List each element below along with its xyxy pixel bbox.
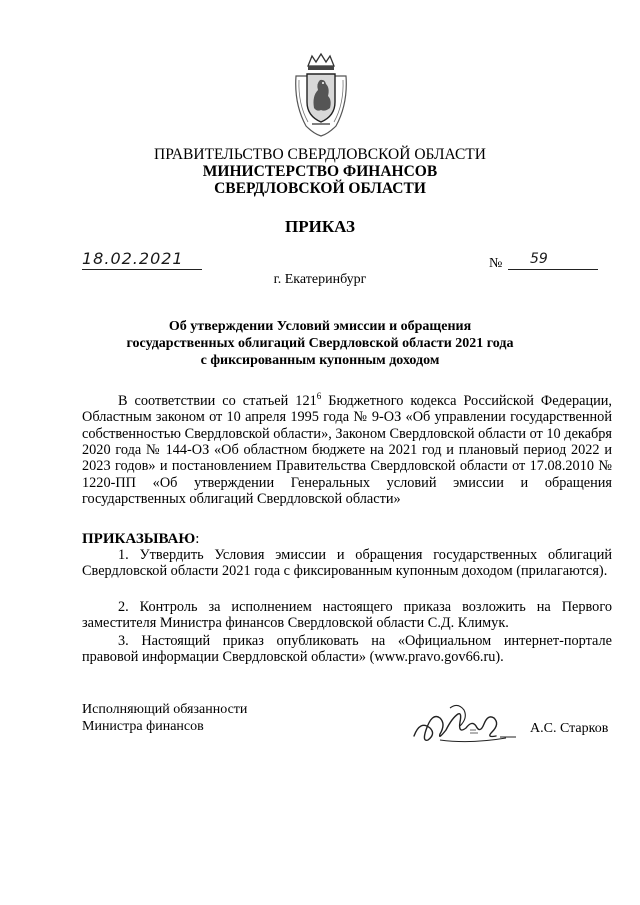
preamble-paragraph (82, 388, 612, 508)
handwritten-signature (410, 700, 520, 748)
order-colon: : (195, 531, 200, 547)
order-item-1: 1. Утвердить Условия эмиссии и обращения государственных облигаций Свердловской области 2021 года с фиксированным купонным доходом (прилагаются). (82, 547, 612, 580)
title-line-3: с фиксированным купонным доходом (200, 353, 440, 368)
signatory-position (82, 702, 247, 735)
title-line-2: государственных облигаций Свердловской области 2021 года (126, 336, 514, 351)
region-line: СВЕРДЛОВСКОЙ ОБЛАСТИ (214, 180, 426, 197)
coat-of-arms-icon (292, 52, 350, 138)
position-line-1: Исполняющий обязанности (82, 702, 248, 717)
order-heading (82, 531, 612, 547)
order-word: ПРИКАЗЫВАЮ (82, 531, 196, 547)
doc-date: 18.02.2021 (82, 249, 202, 270)
doc-type: ПРИКАЗ (285, 217, 355, 236)
ministry-line: МИНИСТЕРСТВО ФИНАНСОВ (202, 163, 438, 180)
preamble-rest: Бюджетного кодекса Российской Федерации, Областным законом от 10 апреля 1995 года № 9-ОЗ «Об управлении государственной собственностью Свердловской области», Законом Свердловской области от 10 декабря 2020 года № 144-ОЗ «Об областном бюджете на 2021 год и плановый период 2022 и 2023 годов» и постановлением Правительства Свердловской области от 17.08.2010 № 1220-ПП «Об утверждении Генеральных условий эмиссии и обращения государственных облигаций Свердловской области» (82, 392, 612, 508)
order-item-3: 3. Настоящий приказ опубликовать на «Официальном интернет-портале правовой информации Свердловской области» (www.pravo.gov66.ru). (82, 633, 612, 666)
doc-number: 59 (508, 250, 598, 270)
article-superscript: 6 (316, 391, 322, 401)
position-line-2: Министра финансов (82, 718, 204, 734)
number-label: № (489, 256, 503, 271)
signatory-name: А.С. Старков (530, 721, 609, 736)
doc-title (0, 318, 640, 369)
city: г. Екатеринбург (273, 272, 367, 287)
order-item-2: 2. Контроль за исполнением настоящего приказа возложить на Первого заместителя Министра финансов Свердловской области С.Д. Климук. (82, 599, 612, 632)
government-line: ПРАВИТЕЛЬСТВО СВЕРДЛОВСКОЙ ОБЛАСТИ (154, 146, 486, 163)
title-line-1: Об утверждении Условий эмиссии и обращения (168, 319, 472, 334)
preamble-start: В соответствии со статьей 121 (118, 392, 317, 409)
